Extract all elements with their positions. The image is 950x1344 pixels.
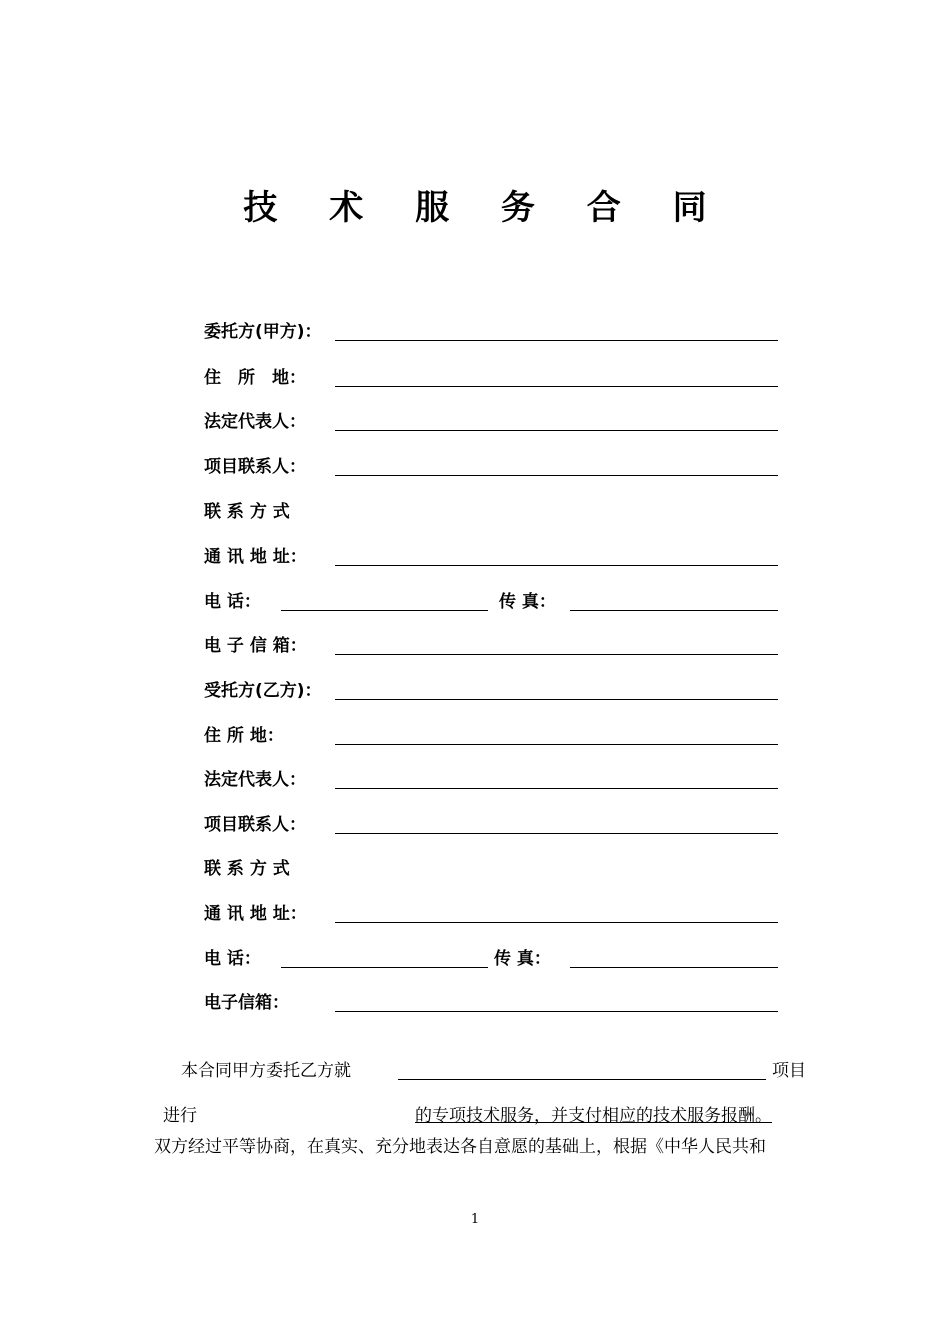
party-b-contact-method-row xyxy=(0,857,950,887)
party-b-email-label: 电子信箱： xyxy=(204,993,289,1013)
party-a-row xyxy=(0,320,950,350)
party-b-label: 受托方(乙方)： xyxy=(204,681,322,701)
party-b-legal-rep-label: 法定代表人： xyxy=(204,770,306,790)
party-b-address-row xyxy=(0,724,950,754)
party-a-legal-rep-field[interactable] xyxy=(335,430,778,431)
party-b-row xyxy=(0,679,950,709)
party-b-contact-row xyxy=(0,813,950,843)
party-a-address-label: 住 所 地： xyxy=(204,368,306,388)
party-a-label: 委托方(甲方)： xyxy=(204,322,322,342)
page-number: 1 xyxy=(470,1212,480,1227)
party-a-contact-field[interactable] xyxy=(335,475,778,476)
party-b-contact-label: 项目联系人： xyxy=(204,815,306,835)
party-a-contact-method-row xyxy=(0,500,950,530)
party-a-legal-rep-row xyxy=(0,410,950,440)
party-a-fax-label: 传 真： xyxy=(499,592,556,612)
party-a-email-field[interactable] xyxy=(335,654,778,655)
party-b-fax-label: 传 真： xyxy=(494,949,551,969)
party-b-legal-rep-field[interactable] xyxy=(335,788,778,789)
party-b-email-row xyxy=(0,991,950,1021)
party-a-contact-method-label: 联 系 方 式 xyxy=(204,502,290,522)
body-line2-service-text: 的专项技术服务，并支付相应的技术服务报酬。 xyxy=(415,1106,772,1126)
party-b-phone-label: 电 话： xyxy=(204,949,261,969)
party-a-mail-address-field[interactable] xyxy=(335,565,778,566)
body-line1-start: 本合同甲方委托乙方就 xyxy=(181,1061,351,1081)
party-a-fax-field[interactable] xyxy=(570,610,778,611)
party-a-email-label: 电 子 信 箱： xyxy=(204,636,307,656)
party-b-fax-field[interactable] xyxy=(570,967,778,968)
party-a-name-field[interactable] xyxy=(335,340,778,341)
party-b-address-field[interactable] xyxy=(335,744,778,745)
party-b-mail-address-field[interactable] xyxy=(335,922,778,923)
party-b-name-field[interactable] xyxy=(335,699,778,700)
party-a-address-field[interactable] xyxy=(335,386,778,387)
party-a-legal-rep-label: 法定代表人： xyxy=(204,412,306,432)
party-b-address-label: 住 所 地： xyxy=(204,726,284,746)
party-a-mail-address-label: 通 讯 地 址： xyxy=(204,547,307,567)
party-a-phone-row xyxy=(0,590,950,620)
party-b-contact-method-label: 联 系 方 式 xyxy=(204,859,290,879)
party-a-phone-field[interactable] xyxy=(281,610,488,611)
party-a-phone-label: 电 话： xyxy=(204,592,261,612)
body-line1-end: 项目 xyxy=(772,1061,806,1081)
body-line2-start: 进行 xyxy=(163,1106,197,1126)
party-b-email-field[interactable] xyxy=(335,1011,778,1012)
party-b-phone-field[interactable] xyxy=(281,967,488,968)
party-a-contact-label: 项目联系人： xyxy=(204,457,306,477)
party-b-mail-address-label: 通 讯 地 址： xyxy=(204,904,307,924)
party-b-legal-rep-row xyxy=(0,768,950,798)
party-a-address-row xyxy=(0,366,950,396)
body-line3: 双方经过平等协商，在真实、充分地表达各自意愿的基础上，根据《中华人民共和 xyxy=(154,1137,766,1157)
party-b-contact-field[interactable] xyxy=(335,833,778,834)
party-a-email-row xyxy=(0,634,950,664)
project-name-field[interactable] xyxy=(398,1079,766,1080)
party-b-mail-address-row xyxy=(0,902,950,932)
document-title: 技 术 服 务 合 同 xyxy=(243,188,727,228)
party-a-mail-address-row xyxy=(0,545,950,575)
party-a-contact-row xyxy=(0,455,950,485)
party-b-phone-row xyxy=(0,947,950,977)
